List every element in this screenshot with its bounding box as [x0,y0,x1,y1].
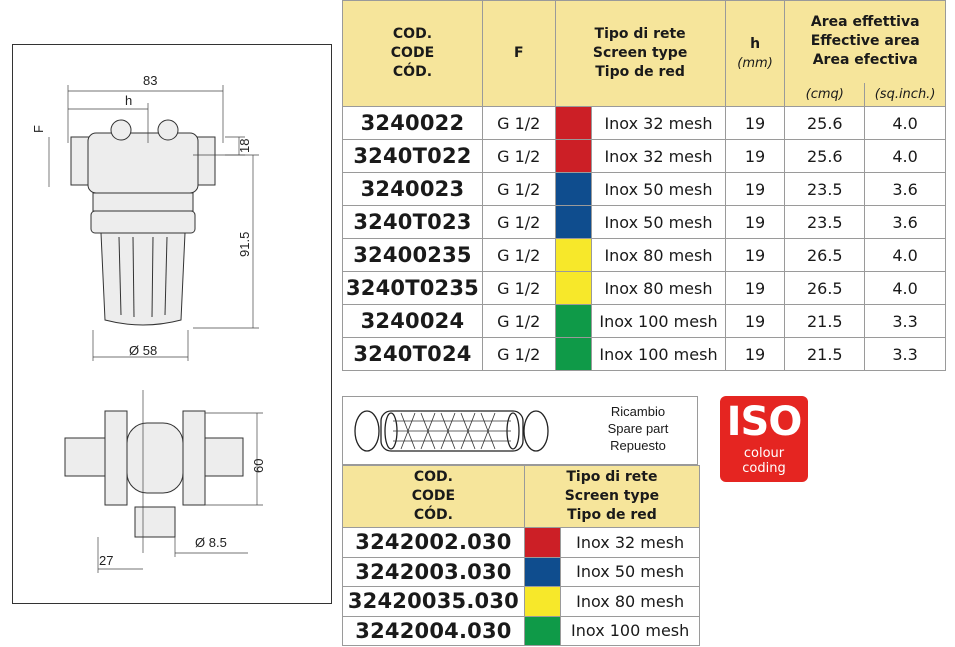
screen-type: Inox 32 mesh [592,140,725,173]
table-row [343,140,946,173]
bottom-body-left [105,411,127,505]
color-swatch [555,338,592,371]
bottom-body-right [183,411,205,505]
spare-code: 3242002.030 [343,528,525,558]
dim-diameter-58: Ø 58 [129,343,158,358]
screen-type: Inox 80 mesh [592,272,725,305]
header-screen-type: Tipo di rete Screen type Tipo de red [555,1,725,107]
height-value: 19 [725,338,785,371]
screen-type: Inox 50 mesh [592,173,725,206]
area-sqinch: 3.3 [865,338,946,371]
screen-type: Inox 80 mesh [561,587,700,617]
color-swatch [524,587,560,617]
dim-h: h [125,93,133,108]
table-row [343,338,946,371]
header-effective-area: Area effettiva Effective area Area efectiva [785,1,946,83]
height-value: 19 [725,173,785,206]
bottom-inlet [65,438,105,476]
spare-part-box [342,396,698,465]
screen-type: Inox 32 mesh [561,528,700,558]
color-swatch [555,305,592,338]
color-swatch [555,272,592,305]
thread-size: G 1/2 [482,206,555,239]
product-code: 3240022 [343,107,483,140]
dim-91-5: 91.5 [237,231,252,257]
table-row [343,239,946,272]
spare-code: 3242004.030 [343,616,525,646]
height-value: 19 [725,272,785,305]
area-sqinch: 3.6 [865,206,946,239]
color-swatch [524,616,560,646]
height-value: 19 [725,239,785,272]
area-cmq: 26.5 [785,239,865,272]
area-cmq: 21.5 [785,305,865,338]
dim-60: 60 [251,458,266,473]
area-sqinch: 4.0 [865,239,946,272]
screen-type: Inox 100 mesh [561,616,700,646]
table-row [343,528,700,558]
product-code: 32400235 [343,239,483,272]
thread-size: G 1/2 [482,173,555,206]
iso-title: ISO [726,399,802,445]
area-cmq: 25.6 [785,140,865,173]
header-unit-sqinch: (sq.inch.) [865,83,946,107]
filter-head [88,133,198,193]
spare-header-code: COD. CODE CÓD. [343,466,525,528]
area-cmq: 21.5 [785,338,865,371]
thread-size: G 1/2 [482,272,555,305]
dim-18: 18 [237,138,252,153]
bottom-core [127,423,183,493]
spare-part-label: Ricambio Spare part Repuesto [607,404,669,453]
dim-83: 83 [143,73,158,88]
screen-type: Inox 80 mesh [592,239,725,272]
height-value: 19 [725,206,785,239]
bowl-ring [93,193,193,211]
spare-code: 3242003.030 [343,557,525,587]
screen-type: Inox 50 mesh [561,557,700,587]
product-code: 3240T0235 [343,272,483,305]
bowl-collar [91,211,195,233]
table-row [343,206,946,239]
table-row [343,587,700,617]
color-swatch [555,173,592,206]
color-swatch [524,557,560,587]
area-sqinch: 4.0 [865,140,946,173]
area-cmq: 26.5 [785,272,865,305]
filter-bowl [101,233,185,325]
bottom-outlet [203,438,243,476]
thread-size: G 1/2 [482,239,555,272]
technical-drawing [12,44,332,604]
product-code: 3240T022 [343,140,483,173]
table-row [343,616,700,646]
iso-line-1: colour [743,446,785,461]
iso-line-2: coding [742,461,786,476]
color-swatch [555,206,592,239]
screen-cartridge-icon [343,397,593,464]
product-code: 3240023 [343,173,483,206]
iso-colour-coding-badge [720,396,808,482]
head-boss-left [111,120,131,140]
dim-f: F [31,125,46,133]
screen-type: Inox 100 mesh [592,305,725,338]
color-swatch [555,239,592,272]
filter-drawing-svg [13,45,333,605]
header-h: h (mm) [725,1,785,107]
thread-size: G 1/2 [482,338,555,371]
screen-type: Inox 100 mesh [592,338,725,371]
dim-27: 27 [99,553,114,568]
spare-part-table [342,465,700,646]
color-swatch [524,528,560,558]
spare-header-screen-type: Tipo di rete Screen type Tipo de red [524,466,699,528]
product-table [342,0,946,371]
product-code: 3240T023 [343,206,483,239]
spare-code: 32420035.030 [343,587,525,617]
thread-size: G 1/2 [482,305,555,338]
area-sqinch: 3.3 [865,305,946,338]
height-value: 19 [725,140,785,173]
screen-type: Inox 32 mesh [592,107,725,140]
thread-size: G 1/2 [482,140,555,173]
header-code: COD. CODE CÓD. [343,1,483,107]
area-sqinch: 4.0 [865,272,946,305]
head-boss-right [158,120,178,140]
color-swatch [555,140,592,173]
height-value: 19 [725,107,785,140]
screen-type: Inox 50 mesh [592,206,725,239]
bottom-port [135,507,175,537]
header-unit-cmq: (cmq) [785,83,865,107]
height-value: 19 [725,305,785,338]
area-sqinch: 3.6 [865,173,946,206]
area-cmq: 25.6 [785,107,865,140]
product-code: 3240024 [343,305,483,338]
table-row [343,272,946,305]
table-row [343,305,946,338]
header-f: F [482,1,555,107]
area-cmq: 23.5 [785,206,865,239]
area-sqinch: 4.0 [865,107,946,140]
table-row [343,107,946,140]
table-row [343,173,946,206]
area-cmq: 23.5 [785,173,865,206]
dim-diameter-8-5: Ø 8.5 [195,535,227,550]
thread-size: G 1/2 [482,107,555,140]
table-row [343,557,700,587]
product-code: 3240T024 [343,338,483,371]
color-swatch [555,107,592,140]
